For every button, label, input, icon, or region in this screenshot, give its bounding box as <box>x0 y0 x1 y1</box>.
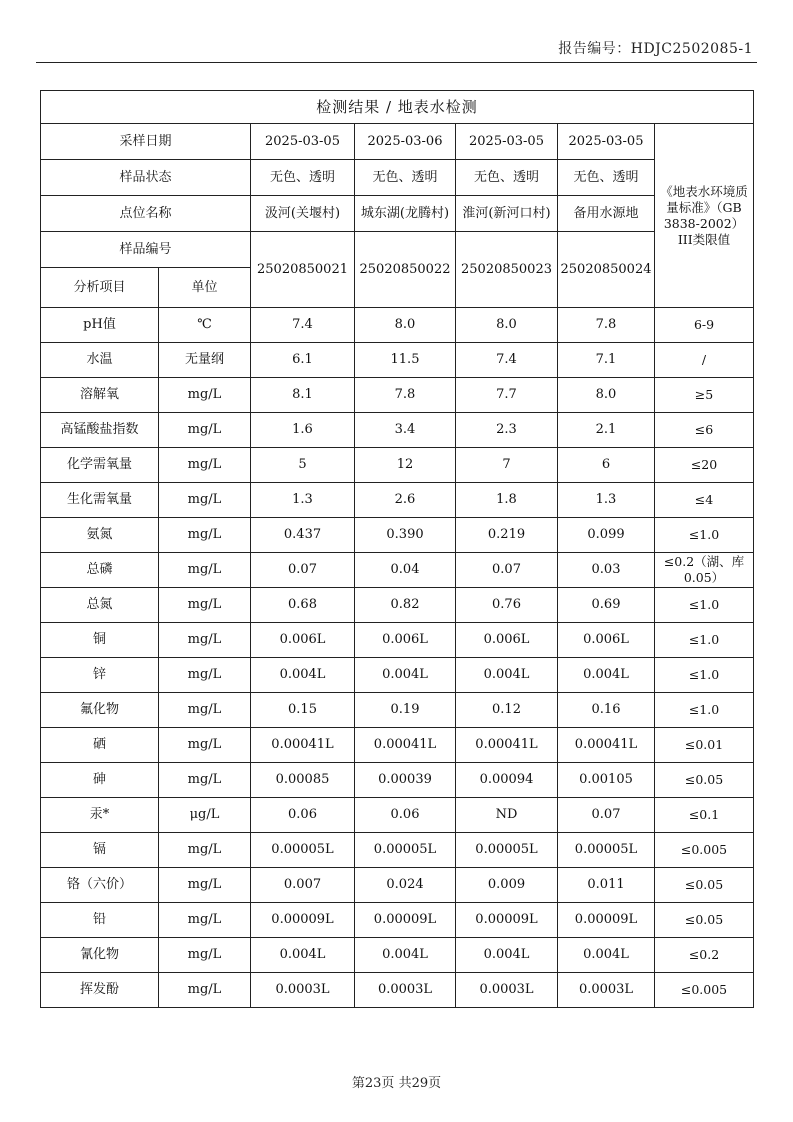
result-value: 0.16 <box>558 693 655 728</box>
result-value: 0.00005L <box>456 833 558 868</box>
table-row <box>41 483 754 518</box>
result-value: 1.3 <box>558 483 655 518</box>
result-value: 7.7 <box>456 378 558 413</box>
result-value: 0.004L <box>456 658 558 693</box>
result-value: 1.8 <box>456 483 558 518</box>
result-value: 2.6 <box>355 483 456 518</box>
analysis-item: 氰化物 <box>41 938 159 973</box>
standard-limit: ≤0.1 <box>655 798 754 833</box>
result-value: 2.3 <box>456 413 558 448</box>
sample-number: 25020850022 <box>355 232 456 308</box>
table-row <box>41 588 754 623</box>
result-value: 0.0003L <box>456 973 558 1008</box>
result-value: 6.1 <box>251 343 355 378</box>
result-value: 0.00105 <box>558 763 655 798</box>
standard-limit: / <box>655 343 754 378</box>
result-value: 11.5 <box>355 343 456 378</box>
table-title: 检测结果 / 地表水检测 <box>41 91 754 124</box>
analysis-item: 氨氮 <box>41 518 159 553</box>
standard-limit: ≤0.05 <box>655 903 754 938</box>
result-value: 0.099 <box>558 518 655 553</box>
analysis-item: 化学需氧量 <box>41 448 159 483</box>
result-value: 0.0003L <box>355 973 456 1008</box>
result-value: 7.1 <box>558 343 655 378</box>
analysis-item: 铬（六价） <box>41 868 159 903</box>
result-value: 0.07 <box>558 798 655 833</box>
result-value: 0.07 <box>456 553 558 588</box>
standard-limit: ≤0.2（湖、库0.05） <box>655 553 754 588</box>
sample-number-label: 样品编号 <box>41 232 251 268</box>
result-value: 0.82 <box>355 588 456 623</box>
result-value: 8.0 <box>558 378 655 413</box>
analysis-item: 氟化物 <box>41 693 159 728</box>
result-value: 0.007 <box>251 868 355 903</box>
result-value: 5 <box>251 448 355 483</box>
table-row <box>41 693 754 728</box>
table-row <box>41 518 754 553</box>
standard-limit: ≤1.0 <box>655 588 754 623</box>
analysis-item: 砷 <box>41 763 159 798</box>
unit: mg/L <box>159 483 251 518</box>
table-row <box>41 378 754 413</box>
result-value: 0.004L <box>355 658 456 693</box>
standard-limit: ≤0.005 <box>655 973 754 1008</box>
result-value: 0.00005L <box>251 833 355 868</box>
table-row <box>41 833 754 868</box>
standard-limit: ≤0.005 <box>655 833 754 868</box>
result-value: ND <box>456 798 558 833</box>
result-value: 0.011 <box>558 868 655 903</box>
result-value: 0.06 <box>355 798 456 833</box>
table-row <box>41 413 754 448</box>
standard-limit: ≤1.0 <box>655 518 754 553</box>
result-value: 0.00009L <box>558 903 655 938</box>
table-row <box>41 448 754 483</box>
sample-date: 2025-03-05 <box>558 124 655 160</box>
sample-number: 25020850021 <box>251 232 355 308</box>
unit: mg/L <box>159 833 251 868</box>
unit: mg/L <box>159 413 251 448</box>
result-value: 0.004L <box>251 938 355 973</box>
unit: mg/L <box>159 868 251 903</box>
result-value: 0.03 <box>558 553 655 588</box>
analysis-item: 总氮 <box>41 588 159 623</box>
analysis-item: 溶解氧 <box>41 378 159 413</box>
site-name: 城东湖(龙腾村) <box>355 196 456 232</box>
result-value: 0.00041L <box>355 728 456 763</box>
standard-limit: ≤6 <box>655 413 754 448</box>
table-row <box>41 553 754 588</box>
sample-state: 无色、透明 <box>456 160 558 196</box>
result-value: 0.00009L <box>456 903 558 938</box>
result-value: 7 <box>456 448 558 483</box>
sample-date: 2025-03-05 <box>251 124 355 160</box>
sample-state: 无色、透明 <box>558 160 655 196</box>
result-value: 0.009 <box>456 868 558 903</box>
result-value: 8.0 <box>456 308 558 343</box>
result-value: 0.00085 <box>251 763 355 798</box>
unit: mg/L <box>159 693 251 728</box>
unit: mg/L <box>159 658 251 693</box>
table-row <box>41 973 754 1008</box>
result-value: 0.00041L <box>251 728 355 763</box>
table-row <box>41 868 754 903</box>
result-value: 0.004L <box>558 938 655 973</box>
analysis-item: 高锰酸盐指数 <box>41 413 159 448</box>
analysis-item: 生化需氧量 <box>41 483 159 518</box>
result-value: 0.04 <box>355 553 456 588</box>
result-value: 0.00009L <box>355 903 456 938</box>
standard-limit: ≤1.0 <box>655 623 754 658</box>
result-value: 0.0003L <box>558 973 655 1008</box>
analysis-item: 挥发酚 <box>41 973 159 1008</box>
result-value: 12 <box>355 448 456 483</box>
unit: mg/L <box>159 938 251 973</box>
result-value: 0.00005L <box>558 833 655 868</box>
table-row <box>41 623 754 658</box>
sample-date: 2025-03-06 <box>355 124 456 160</box>
analysis-item-label: 分析项目 <box>41 268 159 308</box>
result-value: 0.006L <box>355 623 456 658</box>
result-value: 0.004L <box>355 938 456 973</box>
standard-limit: ≤1.0 <box>655 693 754 728</box>
unit: mg/L <box>159 623 251 658</box>
report-number: 报告编号：HDJC2502085-1 <box>558 41 753 57</box>
unit: mg/L <box>159 973 251 1008</box>
result-value: 0.004L <box>558 658 655 693</box>
unit: mg/L <box>159 588 251 623</box>
standard-limit: ≥5 <box>655 378 754 413</box>
sample-state-label: 样品状态 <box>41 160 251 196</box>
result-value: 8.0 <box>355 308 456 343</box>
sample-state: 无色、透明 <box>355 160 456 196</box>
unit-label: 单位 <box>159 268 251 308</box>
result-value: 0.00039 <box>355 763 456 798</box>
result-value: 1.3 <box>251 483 355 518</box>
result-value: 0.437 <box>251 518 355 553</box>
table-row <box>41 903 754 938</box>
unit: 无量纲 <box>159 343 251 378</box>
result-value: 0.00041L <box>456 728 558 763</box>
result-value: 7.8 <box>355 378 456 413</box>
result-value: 0.00009L <box>251 903 355 938</box>
table-row <box>41 308 754 343</box>
unit: ℃ <box>159 308 251 343</box>
result-value: 0.006L <box>558 623 655 658</box>
standard-limit: ≤0.05 <box>655 868 754 903</box>
site-name-label: 点位名称 <box>41 196 251 232</box>
result-value: 0.06 <box>251 798 355 833</box>
sample-number: 25020850024 <box>558 232 655 308</box>
table-row <box>41 938 754 973</box>
unit: mg/L <box>159 448 251 483</box>
result-value: 1.6 <box>251 413 355 448</box>
unit: mg/L <box>159 553 251 588</box>
analysis-item: 汞* <box>41 798 159 833</box>
result-value: 7.4 <box>251 308 355 343</box>
result-value: 0.00041L <box>558 728 655 763</box>
result-value: 8.1 <box>251 378 355 413</box>
page-number: 第23页 共29页 <box>351 1076 442 1091</box>
result-value: 0.12 <box>456 693 558 728</box>
analysis-item: 水温 <box>41 343 159 378</box>
standard-limit: ≤20 <box>655 448 754 483</box>
result-value: 0.219 <box>456 518 558 553</box>
table-row <box>41 798 754 833</box>
standard-limit: ≤0.05 <box>655 763 754 798</box>
result-value: 2.1 <box>558 413 655 448</box>
table-row <box>41 658 754 693</box>
analysis-item: 锌 <box>41 658 159 693</box>
analysis-item: pH值 <box>41 308 159 343</box>
result-value: 0.0003L <box>251 973 355 1008</box>
result-value: 6 <box>558 448 655 483</box>
analysis-item: 镉 <box>41 833 159 868</box>
table-row <box>41 343 754 378</box>
unit: mg/L <box>159 903 251 938</box>
standard-limit: ≤1.0 <box>655 658 754 693</box>
unit: μg/L <box>159 798 251 833</box>
analysis-item: 铅 <box>41 903 159 938</box>
analysis-item: 铜 <box>41 623 159 658</box>
unit: mg/L <box>159 518 251 553</box>
unit: mg/L <box>159 378 251 413</box>
result-value: 0.004L <box>456 938 558 973</box>
header-divider <box>36 62 757 63</box>
result-value: 0.69 <box>558 588 655 623</box>
result-value: 0.07 <box>251 553 355 588</box>
sample-date: 2025-03-05 <box>456 124 558 160</box>
table-row <box>41 763 754 798</box>
result-value: 0.390 <box>355 518 456 553</box>
standard-limit: ≤4 <box>655 483 754 518</box>
result-value: 0.00005L <box>355 833 456 868</box>
result-value: 0.004L <box>251 658 355 693</box>
result-value: 0.15 <box>251 693 355 728</box>
result-value: 0.76 <box>456 588 558 623</box>
sample-state: 无色、透明 <box>251 160 355 196</box>
results-table <box>40 90 754 1008</box>
standard-limit: ≤0.2 <box>655 938 754 973</box>
sampling-date-label: 采样日期 <box>41 124 251 160</box>
standard-limit: 6-9 <box>655 308 754 343</box>
standard-limit-header: 《地表水环境质量标准》（GB 3838-2002）III类限值 <box>655 124 754 308</box>
sample-number: 25020850023 <box>456 232 558 308</box>
result-value: 3.4 <box>355 413 456 448</box>
standard-limit: ≤0.01 <box>655 728 754 763</box>
result-value: 7.8 <box>558 308 655 343</box>
result-value: 7.4 <box>456 343 558 378</box>
analysis-item: 硒 <box>41 728 159 763</box>
site-name: 汲河(关堰村) <box>251 196 355 232</box>
result-value: 0.006L <box>251 623 355 658</box>
result-value: 0.024 <box>355 868 456 903</box>
unit: mg/L <box>159 763 251 798</box>
result-value: 0.00094 <box>456 763 558 798</box>
result-value: 0.006L <box>456 623 558 658</box>
analysis-item: 总磷 <box>41 553 159 588</box>
table-row <box>41 728 754 763</box>
result-value: 0.19 <box>355 693 456 728</box>
unit: mg/L <box>159 728 251 763</box>
site-name: 淮河(新河口村) <box>456 196 558 232</box>
site-name: 备用水源地 <box>558 196 655 232</box>
result-value: 0.68 <box>251 588 355 623</box>
